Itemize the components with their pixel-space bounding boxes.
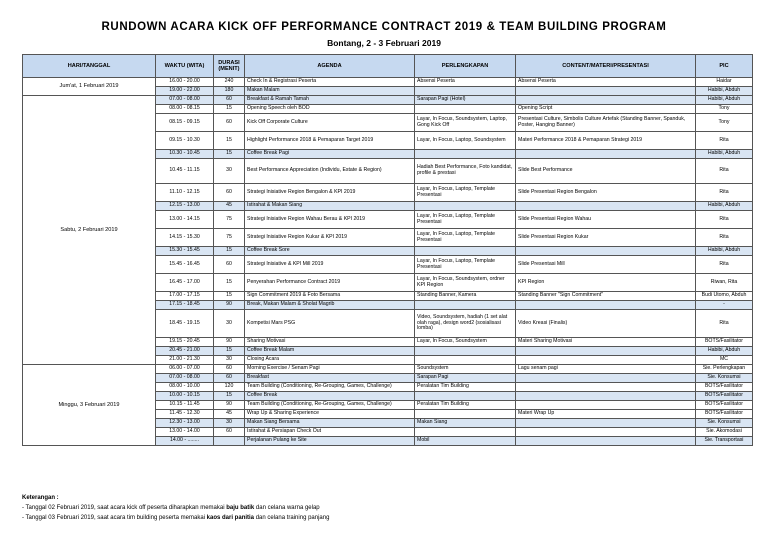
pic-cell: BOTS/Fasilitator [696,392,753,401]
equipment-cell: Soundsystem [415,365,516,374]
header-duration: DURASI (MENIT) [214,55,245,78]
day-cell: Minggu, 3 Februari 2019 [23,365,156,446]
equipment-cell: Layar, In Focus, Laptop, Template Presentasi [415,211,516,229]
duration-cell: 15 [214,292,245,301]
pic-cell: Rita [696,184,753,202]
duration-cell: 15 [214,105,245,114]
time-cell: 12.15 - 13.00 [156,202,214,211]
duration-cell: 90 [214,301,245,310]
pic-cell: Rita [696,159,753,184]
agenda-cell: Breakfast [245,374,415,383]
pic-cell: Habibi, Abduh [696,96,753,105]
equipment-cell: Hadiah Best Performance, Foto kandidat, profile & prestasi [415,159,516,184]
rundown-table [22,54,753,446]
agenda-cell: Closing Acara [245,356,415,365]
equipment-cell: Layar, In Focus, Laptop, Soundsystem [415,132,516,150]
content-cell [516,374,696,383]
equipment-cell [415,247,516,256]
duration-cell: 15 [214,392,245,401]
equipment-cell [415,105,516,114]
duration-cell: 180 [214,87,245,96]
content-cell: Standing Banner "Sign Commitment" [516,292,696,301]
header-day: HARI/TANGGAL [23,55,156,78]
content-cell [516,401,696,410]
content-cell: Video Kreasi (Finalis) [516,310,696,338]
duration-cell: 240 [214,78,245,87]
time-cell: 13.00 - 14.15 [156,211,214,229]
notes-heading: Keterangan : [22,495,59,501]
content-cell [516,247,696,256]
header-pic: PIC [696,55,753,78]
header-time: WAKTU (WITA) [156,55,214,78]
agenda-cell: Best Performance Appreciation (Individu, Estate & Region) [245,159,415,184]
pic-cell: Sie. Perlengkapan [696,365,753,374]
equipment-cell: Sarapan Pagi (Hotel) [415,96,516,105]
content-cell [516,419,696,428]
time-cell: 10.30 - 10.45 [156,150,214,159]
duration-cell: 30 [214,419,245,428]
pic-cell: Haidar [696,78,753,87]
agenda-cell: Break, Makan Malam & Sholat Magrib [245,301,415,310]
agenda-cell: Coffee Break [245,392,415,401]
rundown-table-body [23,78,753,446]
notes-section [22,493,329,523]
pic-cell: Rita [696,132,753,150]
document-title: RUNDOWN ACARA KICK OFF PERFORMANCE CONTRACT 2019 & TEAM BUILDING PROGRAM [101,21,667,33]
agenda-cell: Kompetisi Mars PSG [245,310,415,338]
equipment-cell [415,347,516,356]
equipment-cell: Standing Banner, Kamera [415,292,516,301]
time-cell: 08.00 - 08.15 [156,105,214,114]
note-2-emphasis: kaos dari panitia [206,515,255,521]
duration-cell: 120 [214,383,245,392]
agenda-cell: Coffee Break Pagi [245,150,415,159]
agenda-cell: Strategi Inisiative Region Wahau Berau & KPI 2019 [245,211,415,229]
duration-cell: 15 [214,132,245,150]
agenda-cell: Makan Siang Bersama [245,419,415,428]
content-cell: Presentasi Culture, Simbolis Culture Artefak (Standing Banner, Spanduk, Poster, Hanging Banner) [516,114,696,132]
pic-cell: Rita [696,229,753,247]
agenda-cell: Coffee Break Sore [245,247,415,256]
duration-cell: 90 [214,338,245,347]
table-row [23,78,753,87]
time-cell: 19.15 - 20.45 [156,338,214,347]
content-cell: Slide Presentasi Region Wahau [516,211,696,229]
equipment-cell: Peralatan Tim Building [415,383,516,392]
equipment-cell: Sarapan Pagi [415,374,516,383]
pic-cell: Rita [696,256,753,274]
equipment-cell [415,87,516,96]
content-cell [516,202,696,211]
equipment-cell [415,410,516,419]
time-cell: 17.15 - 18.45 [156,301,214,310]
content-cell [516,301,696,310]
duration-cell: 60 [214,96,245,105]
content-cell [516,437,696,446]
agenda-cell: Perjalanan Pulang ke Site [245,437,415,446]
pic-cell: Rita [696,211,753,229]
duration-cell: 90 [214,401,245,410]
agenda-cell: Team Building (Conditioning, Re-Grouping, Games, Challenge) [245,401,415,410]
content-cell [516,356,696,365]
duration-cell: 45 [214,202,245,211]
time-cell: 06.00 - 07.00 [156,365,214,374]
duration-cell: 60 [214,114,245,132]
agenda-cell: Coffee Break Malam [245,347,415,356]
pic-cell: Sie. Transportasi [696,437,753,446]
equipment-cell [415,392,516,401]
content-cell: Lagu senam pagi [516,365,696,374]
time-cell: 16.00 - 20.00 [156,78,214,87]
time-cell: 10.45 - 11.15 [156,159,214,184]
equipment-cell: Layar, In Focus, Soundsystem, Laptop, Gong Kick Off [415,114,516,132]
equipment-cell [415,428,516,437]
day-cell: Jum'at, 1 Februari 2019 [23,78,156,96]
agenda-cell: Istirahat & Makan Siang [245,202,415,211]
duration-cell: 60 [214,374,245,383]
time-cell: 10.00 - 10.15 [156,392,214,401]
note-1-text-end: dan celana warna gelap [254,505,320,511]
note-2-text-end: dan celana training panjang [254,515,330,521]
equipment-cell: Layar, In Focus, Laptop, Template Presentasi [415,256,516,274]
content-cell: Materi Wrap Up [516,410,696,419]
pic-cell: Budi Utomo, Abduh [696,292,753,301]
time-cell: 11.45 - 12.30 [156,410,214,419]
agenda-cell: Check In & Registrasi Peserta [245,78,415,87]
header-content: CONTENT/MATERI/PRESENTASI [516,55,696,78]
agenda-cell: Sharing Motivasi [245,338,415,347]
duration-cell: 30 [214,356,245,365]
agenda-cell: Wrap Up & Sharing Experience [245,410,415,419]
content-cell: Slide Best Performance [516,159,696,184]
time-cell: 07.00 - 08.00 [156,96,214,105]
duration-cell: 30 [214,159,245,184]
content-cell: Opening Script [516,105,696,114]
content-cell: Absensi Peserta [516,78,696,87]
header-agenda: AGENDA [245,55,415,78]
agenda-cell: Istirahat & Persiapan Check Out [245,428,415,437]
agenda-cell: Opening Speech oleh BOD [245,105,415,114]
time-cell: 07.00 - 08.00 [156,374,214,383]
pic-cell: - [696,301,753,310]
duration-cell: 60 [214,428,245,437]
agenda-cell: Strategi Inisiative Region Kukar & KPI 2019 [245,229,415,247]
time-cell: 14.00 - ........ [156,437,214,446]
duration-cell: 15 [214,274,245,292]
content-cell: Materi Performance 2018 & Pemaparan Strategi 2019 [516,132,696,150]
table-row [23,365,753,374]
content-cell: Materi Sharing Motivasi [516,338,696,347]
duration-cell [214,437,245,446]
note-line-1 [22,503,329,513]
pic-cell: Habibi, Abduh [696,150,753,159]
agenda-cell: Team Building (Conditioning, Re-Grouping, Games, Challenge) [245,383,415,392]
duration-cell: 60 [214,184,245,202]
time-cell: 16.45 - 17.00 [156,274,214,292]
time-cell: 09.15 - 10.30 [156,132,214,150]
agenda-cell: Highlight Performance 2018 & Pemaparan Target 2019 [245,132,415,150]
table-row [23,96,753,105]
pic-cell: Habibi, Abduh [696,87,753,96]
duration-cell: 60 [214,256,245,274]
equipment-cell: Video, Soundsystem, hadiah (1 set alat olah raga), design word2 (sosialisasi lomba) [415,310,516,338]
equipment-cell: Layar, In Focus, Laptop, Template Presentasi [415,229,516,247]
content-cell [516,392,696,401]
time-cell: 19.00 - 22.00 [156,87,214,96]
content-cell: Slide Presentasi Mill [516,256,696,274]
duration-cell: 75 [214,229,245,247]
equipment-cell [415,301,516,310]
duration-cell: 30 [214,310,245,338]
content-cell [516,87,696,96]
content-cell [516,150,696,159]
document-subtitle: Bontang, 2 - 3 Februari 2019 [327,38,441,48]
pic-cell: Sie. Konsumsi [696,374,753,383]
agenda-cell: Breakfast & Ramah Tamah [245,96,415,105]
agenda-cell: Sign Commitment 2019 & Foto Bersama [245,292,415,301]
equipment-cell: Layar, In Focus, Soundsystem, ordner KPI Region [415,274,516,292]
content-cell [516,428,696,437]
pic-cell: Tony [696,105,753,114]
pic-cell: Habibi, Abduh [696,202,753,211]
pic-cell: Habibi, Abduh [696,347,753,356]
equipment-cell: Mobil [415,437,516,446]
content-cell [516,347,696,356]
time-cell: 12.30 - 13.00 [156,419,214,428]
content-cell [516,96,696,105]
time-cell: 21.00 - 21.30 [156,356,214,365]
content-cell: KPI Region [516,274,696,292]
agenda-cell: Morning Exercise / Senam Pagi [245,365,415,374]
pic-cell: Riwan, Rita [696,274,753,292]
equipment-cell [415,202,516,211]
note-line-2 [22,513,329,523]
content-cell: Slide Presentasi Region Kukar [516,229,696,247]
time-cell: 08.15 - 09.15 [156,114,214,132]
pic-cell: BOTS/Fasilitator [696,338,753,347]
duration-cell: 15 [214,347,245,356]
equipment-cell: Layar, In Focus, Laptop, Template Presentasi [415,184,516,202]
pic-cell: BOTS/Fasilitator [696,410,753,419]
equipment-cell: Absensi Peserta [415,78,516,87]
equipment-cell: Layar, In Focus, Soundsystem [415,338,516,347]
pic-cell: MC [696,356,753,365]
pic-cell: Sie. Akomodasi [696,428,753,437]
equipment-cell [415,356,516,365]
agenda-cell: Strategi Inisiative Region Bengalon & KPI 2019 [245,184,415,202]
equipment-cell: Peralatan Tim Building [415,401,516,410]
time-cell: 10.15 - 11.45 [156,401,214,410]
time-cell: 15.30 - 15.45 [156,247,214,256]
duration-cell: 75 [214,211,245,229]
agenda-cell: Penyerahan Performance Contract 2019 [245,274,415,292]
pic-cell: Tony [696,114,753,132]
note-1-emphasis: baju batik [226,505,255,511]
time-cell: 18.45 - 19.15 [156,310,214,338]
equipment-cell [415,150,516,159]
header-equipment: PERLENGKAPAN [415,55,516,78]
equipment-cell: Makan Siang [415,419,516,428]
duration-cell: 45 [214,410,245,419]
time-cell: 15.45 - 16.45 [156,256,214,274]
agenda-cell: Strategi Inisiative & KPI Mill 2019 [245,256,415,274]
note-2-text: - Tanggal 03 Februari 2019, saat acara tim building peserta memakai [22,515,207,521]
pic-cell: BOTS/Fasilitator [696,401,753,410]
agenda-cell: Kick Off Corporate Culture [245,114,415,132]
pic-cell: Rita [696,310,753,338]
pic-cell: Habibi, Abduh [696,247,753,256]
duration-cell: 15 [214,247,245,256]
time-cell: 20.45 - 21.00 [156,347,214,356]
time-cell: 13.00 - 14.00 [156,428,214,437]
note-1-text: - Tanggal 02 Februari 2019, saat acara kick off peserta diharapkan memakai [22,505,227,511]
time-cell: 11.10 - 12.15 [156,184,214,202]
time-cell: 08.00 - 10.00 [156,383,214,392]
duration-cell: 15 [214,150,245,159]
agenda-cell: Makan Malam [245,87,415,96]
pic-cell: BOTS/Fasilitator [696,383,753,392]
pic-cell: Sie. Konsumsi [696,419,753,428]
time-cell: 17.00 - 17.15 [156,292,214,301]
content-cell: Slide Presentasi Region Bengalon [516,184,696,202]
day-cell: Sabtu, 2 Februari 2019 [23,96,156,365]
duration-cell: 60 [214,365,245,374]
time-cell: 14.15 - 15.30 [156,229,214,247]
table-header-row [23,55,753,78]
content-cell [516,383,696,392]
